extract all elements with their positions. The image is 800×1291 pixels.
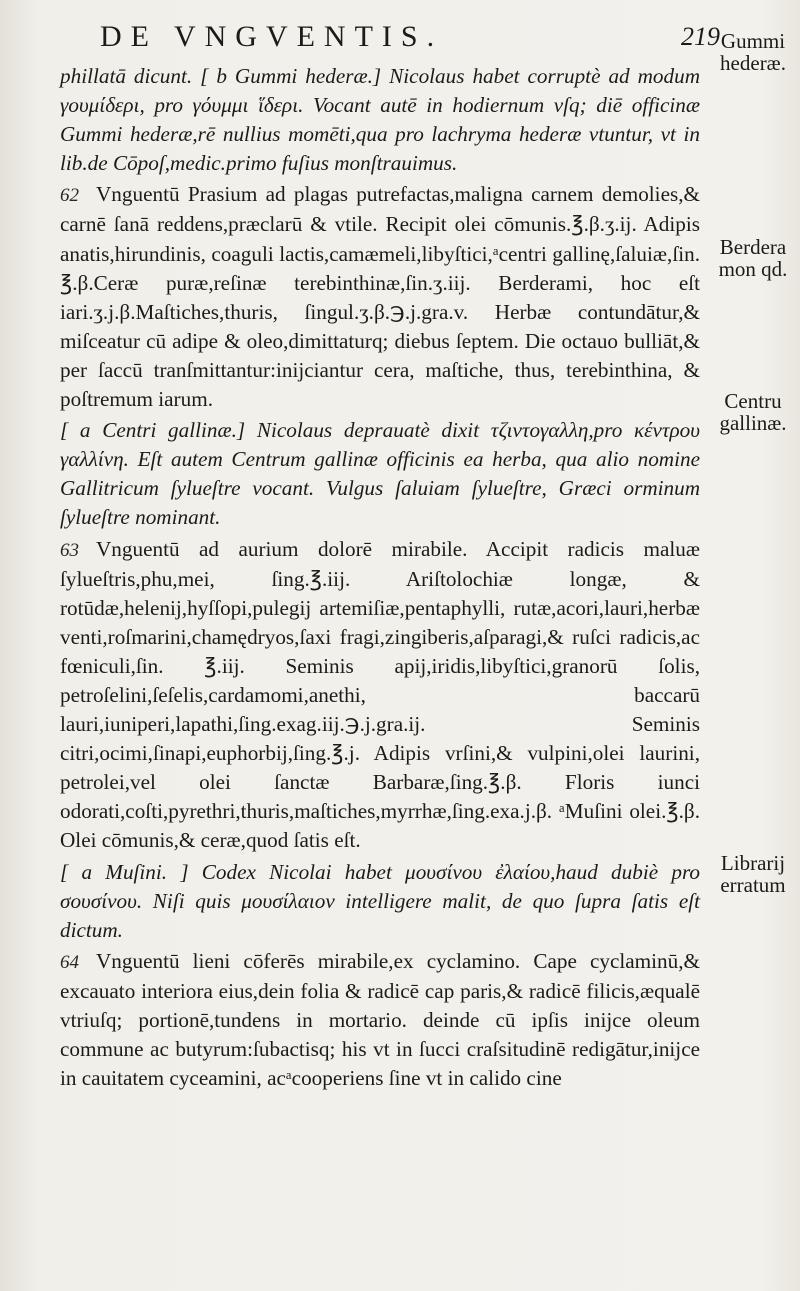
recipe-text: Vnguentū lieni cōferēs mirabile,ex cyclamino. Cape cyclaminū,& excauato interiora eius,dein folia & radicē cap paris,& radicē filicis,æqualē vtriuſq; portionē,tundens in mortario. deinde cū ipſis inijce oleum commune ac butyrum:ſubactisq; his vt in ſucci craſsitudinē redigātur,inijce in cauitatem cyceamini, acᵃcooperiens ſine vt in calido cine	[60, 948, 700, 1091]
annotation-text: [ a Muſini. ] Codex Nicolai habet μουσίνου ἐλαίου,haud dubiè pro σουσίνου. Niſi quis μουσίλαιον intelligere malit, de quo ſupra ſatis eſt dictum.	[60, 859, 700, 942]
recipe-text: Vnguentū ad aurium dolorē mirabile. Accipit radicis maluæ ſylueſtris,phu,mei, ſing.℥.iij. Ariſtolochiæ longæ, & rotūdæ,helenij,hyſſopi,pulegij artemiſiæ,pentaphylli, rutæ,acori,lauri,herbæ venti,roſmarini,chamędryos,ſaxi fragi,zingiberis,aſparagi,& ruſci radicis,ac fœniculi,ſin. ℥.iij. Seminis apij,iridis,libyſtici,granorū ſolis, petroſelini,ſeſelis,cardamomi,anethi, baccarū lauri,iuniperi,lapathi,ſing.exag.iij.℈.j.gra.ij. Seminis citri,ocimi,ſinapi,euphorbij,ſing.℥.j. Adipis vrſini,& vulpini,olei laurini, petrolei,vel olei ſanctæ Barbaræ,ſing.℥.β. Floris iunci odorati,coſti,pyrethri,thuris,maſtiches,myrrhæ,ſing.exa.j.β. ᵃMuſini olei.℥.β. Olei cōmunis,& ceræ,quod ſatis eſt.	[60, 536, 700, 853]
recipe-62	[60, 180, 700, 414]
recipe-63	[60, 535, 700, 856]
annotation-text: [ a Centri gallinæ.] Nicolaus deprauatè dixit τζιντογαλλη,pro κέντρου γαλλίνη. Eſt autem Centrum gallinæ officinis ea herba, qua alio nomine Gallitricum ſylueſtre vocant. Vulgus ſaluiam ſylueſtre, Græci orminum ſylueſtre nominant.	[60, 418, 700, 530]
marginal-note-berdera: Berdera mon qd.	[718, 235, 788, 281]
recipe-64	[60, 947, 700, 1093]
marginal-note-centru: Centru gallinæ.	[719, 389, 787, 435]
annotation-centri-gallinae	[60, 416, 700, 532]
annotation-text: phillatā dicunt. [ b Gummi hederæ.] Nicolaus habet corruptè ad modum γουμίδερι, pro γόυμμι ἵδερι. Vocant autē in hodiernum vſq; diē officinæ Gummi hederæ,rē nullius momēti,qua pro lachryma hederæ vtuntur, vt in lib.de Cōpoſ,medic.primo fuſius monſtrauimus.	[60, 64, 700, 176]
page-number: 219	[681, 22, 720, 51]
body-text	[60, 62, 700, 1095]
page-header	[100, 18, 720, 58]
marginal-note-gummi: Gummi hederæ.	[720, 29, 786, 75]
recipe-number: 64	[60, 951, 79, 973]
running-head: DE VNGVENTIS.	[100, 20, 444, 53]
recipe-number: 62	[60, 185, 79, 207]
marginal-note-librarij: Librarij erratum	[720, 851, 786, 897]
recipe-number: 63	[60, 539, 79, 561]
annotation-gummi-hederae	[60, 62, 700, 178]
recipe-text: Vnguentū Prasium ad plagas putrefactas,maligna carnem demolies,& carnē ſanā reddens,præclarū & vtile. Recipit olei cōmunis.℥.β.ʒ.ij. Adipis anatis,hirundinis, coaguli lactis,camæmeli,libyſtici,ᵃcentri gallinę,ſaluiæ,ſin. ℥.β.Ceræ puræ,reſinæ terebinthinæ,ſin.ʒ.iij. Berderami, hoc eſt iari.ʒ.j.β.Maſtiches,thuris, ſingul.ʒ.β.℈.j.gra.v. Herbæ contundātur,& miſceatur cū adipe & oleo,dimittaturq; diebus ſeptem. Die octauo bulliāt,& per ſaccū tranſmittantur:inijciantur cera, maſtiche, thus, terebinthina, & poſtremum iarum.	[60, 182, 700, 412]
annotation-musini	[60, 858, 700, 945]
